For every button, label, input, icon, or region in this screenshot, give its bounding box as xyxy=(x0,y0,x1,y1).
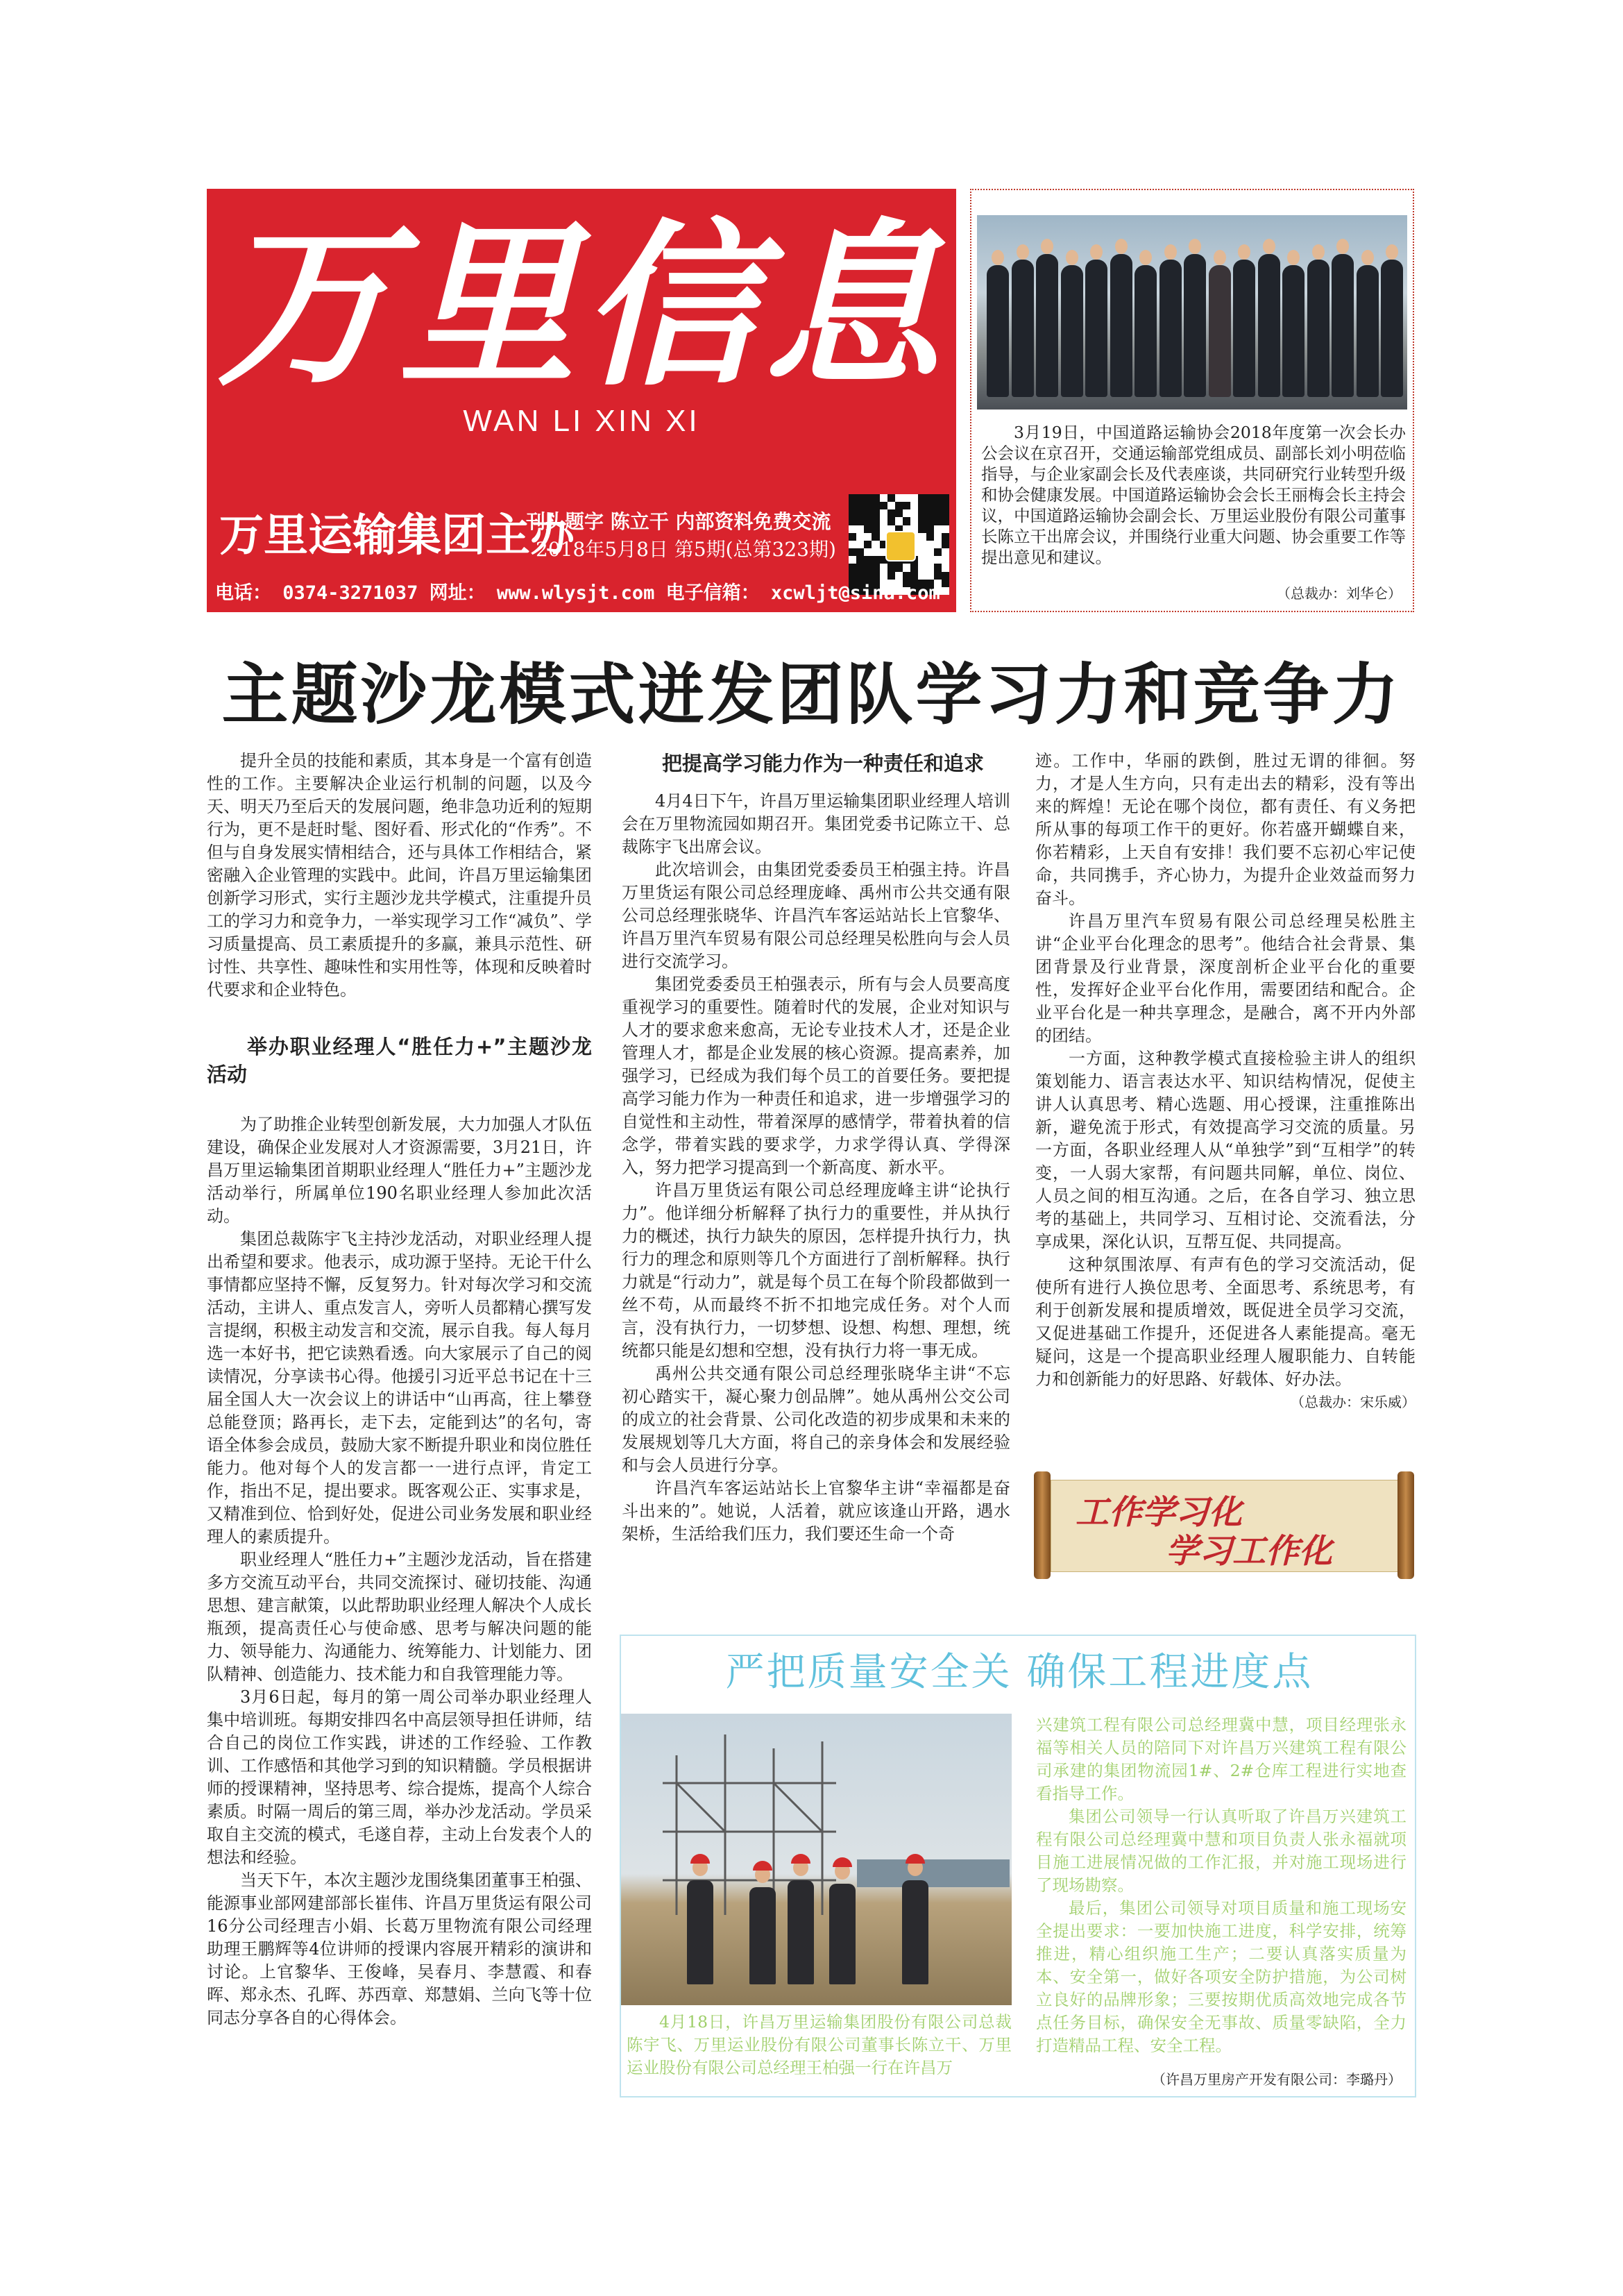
paragraph: 为了助推企业转型创新发展，大力加强人才队伍建设，确保企业发展对人才资源需要，3月21日，许昌万里运输集团首期职业经理人“胜任力+”主题沙龙活动举行，所属单位190名职业经理人参加此次活动。 xyxy=(207,1115,592,1226)
person-figure xyxy=(1357,265,1379,397)
construction-site-photo xyxy=(621,1714,1012,2005)
top-news-box xyxy=(970,189,1414,612)
slogan-line-2: 学习工作化 xyxy=(1166,1532,1333,1571)
paragraph: 职业经理人“胜任力+”主题沙龙活动，旨在搭建多方交流互动平台，共同交流探讨、碰切技能、沟通思想、建言献策，以此帮助职业经理人解决个人成长瓶颈，提高责任心与使命感、思考与解决问题的能力、领导能力、沟通能力、统筹能力、计划能力、团队精神、创造能力、技术能力和自我管理能力等。 xyxy=(207,1550,592,1684)
paragraph: 集团党委委员王柏强表示，所有与会人员要高度重视学习的重要性。随着时代的发展，企业对知识与人才的要求愈来愈高，无论专业技术人才，还是企业管理人才，都是企业发展的核心资源。提高素养，加强学习，已经成为我们每个员工的首要任务。要把提高学习能力作为一种责任和追求，进一步增强学习的自觉性和主动性，带着深厚的感情学，带着执着的信念学，带着实践的要求学，力求学得认真、学得深入，努力把学习提高到一个新高度、新水平。 xyxy=(622,974,1010,1177)
scroll-roll-right xyxy=(1397,1471,1414,1579)
paragraph: 这种氛围浓厚、有声有色的学习交流活动，促使所有进行人换位思考、全面思考、系统思考，有利于创新发展和提质增效，既促进全员学习交流，又促进基础工作提升，还促进各人素能提高。毫无疑问，这是一个提高职业经理人履职能力、自转能力和创新能力的好思路、好载体、好办法。 xyxy=(1035,1255,1416,1389)
article-credit: （总裁办：宋乐威） xyxy=(1291,1394,1416,1410)
contact-line: 电话： 0374-3271037 网址： www.wlysjt.com 电子信箱： xcwljt@sina.com xyxy=(215,582,940,604)
paragraph: 许昌万里货运有限公司总经理庞峰主讲“论执行力”。他详细分析解释了执行力的重要性，并从执行力的概述，执行力缺失的原因，怎样提升执行力，执行力的理念和原则等几个方面进行了剖析解释。执行力就是“行动力”，就是每个员工在每个阶段都做到一丝不苟，从而最终不折不扣地完成任务。对个人而言，没有执行力，一切梦想、设想、构想、理想，统统都只能是幻想和空想，没有执行力将一事无成。 xyxy=(622,1181,1010,1360)
article-column-3 xyxy=(1035,750,1416,1414)
paragraph: 兴建筑工程有限公司总经理冀中慧，项目经理张永福等相关人员的陪同下对许昌万兴建筑工程有限公司承建的集团物流园1#、2#仓库工程进行实地查看指导工作。 xyxy=(1036,1715,1407,1803)
paragraph: 提升全员的技能和素质，其本身是一个富有创造性的工作。主要解决企业运行机制的问题，以及今天、明天乃至后天的发展问题，绝非急功近利的短期行为，更不是赶时髦、图好看、形式化的“作秀”。不但与自身发展实情相结合，还与具体工作相结合，紧密融入企业管理的实践中。此间，许昌万里运输集团创新学习形式，实行主题沙龙共学模式，注重提升员工的学习力和竞争力，一举实现学习工作“减负”、学习质量提高、员工素质提升的多赢，兼具示范性、研讨性、共享性、趣味性和实用性等，体现和反映着时代要求和企业特色。 xyxy=(207,751,592,999)
slogan-line-1: 工作学习化 xyxy=(1076,1493,1243,1532)
paragraph: 禹州公共交通有限公司总经理张晓华主讲“不忘初心踏实干，凝心聚力创品牌”。她从禹州公交公司的成立的社会背景、公司化改造的初步成果和未来的发展规划等几大方面，将自己的亲身体会和发展经验和与会人员进行分享。 xyxy=(622,1364,1010,1475)
meeting-group-photo xyxy=(977,215,1407,410)
top-news-credit: （总裁办：刘华仑） xyxy=(1277,585,1402,602)
person-figure xyxy=(687,1880,713,1984)
paragraph: 许昌汽车客运站站长上官黎华主讲“幸福都是奋斗出来的”。她说，人活着，就应该逢山开路，遇水架桥，生活给我们压力，我们要还生命一个奇 xyxy=(622,1478,1010,1544)
slogan-scroll xyxy=(1034,1471,1414,1579)
paragraph: 此次培训会，由集团党委委员王柏强主持。许昌万里货运有限公司总经理庞峰、禹州市公共交通有限公司总经理张晓华、许昌汽车客运站站长上官黎华、许昌万里汽车贸易有限公司总经理吴松胜向与会人员进行交流学习。 xyxy=(622,860,1010,971)
person-figure xyxy=(1184,254,1206,397)
paragraph: 最后，集团公司领导对项目质量和施工现场安全提出要求：一要加快施工进度，科学安排，统筹推进，精心组织施工生产；二要认真落实质量为本、安全第一，做好各项安全防护措施，为公司树立良好的品牌形象；三要按期优质高效地完成各节点任务目标，确保安全无事故、质量零缺陷，全力打造精品工程、安全工程。 xyxy=(1036,1898,1407,2055)
paragraph: 3月6日起，每月的第一周公司举办职业经理人集中培训班。每期安排四名中高层领导担任讲师，结合自己的岗位工作实践，讲述的工作经验、工作教训、工作感悟和其他学习到的知识精髓。学员根据讲师的授课精神，坚持思考、综合提炼，提高个人综合素质。时隔一周后的第三周，举办沙龙活动。学员采取自主交流的模式，毛遂自荐，主动上台发表个人的想法和经验。 xyxy=(207,1687,592,1867)
person-figure xyxy=(1110,254,1132,397)
section-heading: 举办职业经理人“胜任力+”主题沙龙活动 xyxy=(207,1035,592,1086)
article-column-1 xyxy=(207,750,592,2029)
paragraph: 许昌万里汽车贸易有限公司总经理吴松胜主讲“企业平台化理念的思考”。他结合社会背景、集团背景及行业背景，深度剖析企业平台化的重要性，发挥好企业平台化作用，需要团结和配合。企业平台化是一种共享理念，是融合，离不开内外部的团结。 xyxy=(1035,911,1416,1045)
person-figure xyxy=(1012,260,1034,397)
paragraph: 一方面，这种教学模式直接检验主讲人的组织策划能力、语言表达水平、知识结构情况，促使主讲人认真思考、精心选题、用心授课，注重推陈出新，避免流于形式，有效提高学习交流的质量。另一方面，各职业经理人从“单独学”到“互相学”的转变，一人弱大家帮，有问题共同解，单位、岗位、人员之间的相互沟通。之后，在各自学习、独立思考的基础上，共同学习、互相讨论、交流看法，分享成果，深化认识，互帮互促、共同提高。 xyxy=(1035,1049,1416,1251)
article-column-2 xyxy=(622,750,1010,1546)
person-figure xyxy=(987,265,1009,397)
bottom-news-credit: （许昌万里房产开发有限公司：李璐丹） xyxy=(1152,2071,1402,2088)
newspaper-pinyin: WAN LI XIN XI xyxy=(463,404,700,438)
scroll-roll-left xyxy=(1034,1471,1051,1579)
photo-caption: 4月18日，许昌万里运输集团股份有限公司总裁陈宇飞、万里运业股份有限公司董事长陈立干、万里运业股份有限公司总经理王柏强一行在许昌万 xyxy=(627,2012,1012,2077)
masthead xyxy=(207,189,956,612)
person-figure xyxy=(1307,260,1329,397)
bottom-news-title: 严把质量安全关 确保工程进度点 xyxy=(725,1650,1314,1695)
person-figure xyxy=(1282,265,1305,397)
person-figure xyxy=(1233,260,1255,397)
paragraph: 迹。工作中，华丽的跌倒，胜过无谓的徘徊。努力，才是人生方向，只有走出去的精彩，没有等出来的辉煌！无论在哪个岗位，都有责任、有义务把所从事的每项工作干的更好。你若盛开蝴蝶自来，你若精彩，上天自有安排！我们要不忘初心牢记使命，共同携手，齐心协力，为提升企业效益而努力奋斗。 xyxy=(1035,751,1416,908)
page-headline: 主题沙龙模式迸发团队学习力和竞争力 xyxy=(221,656,1402,734)
person-figure xyxy=(1159,260,1182,397)
person-figure xyxy=(1085,260,1107,397)
paragraph: 集团公司领导一行认真听取了许昌万兴建筑工程有限公司总经理冀中慧和项目负责人张永福就项目施工进展情况做的工作汇报，并对施工现场进行了现场勘察。 xyxy=(1036,1807,1407,1895)
scaffold-graphic xyxy=(621,1714,1012,2005)
person-figure xyxy=(1209,265,1231,397)
person-figure xyxy=(1036,254,1058,397)
top-news-text: 3月19日，中国道路运输协会2018年度第一次会长办公会议在京召开，交通运输部党组成员、副部长刘小明莅临指导，与企业家副会长及代表座谈，共同研究行业转型升级和协会健康发展。中国道路运输协会会长王丽梅会长主持会议，中国道路运输协会副会长、万里运业股份有限公司董事长陈立干出席会议，并围绕行业重大问题、协会重要工作等提出意见和建议。 xyxy=(981,423,1406,567)
person-figure xyxy=(1135,265,1157,397)
host-organization: 万里运输集团主办 xyxy=(219,509,575,562)
person-figure xyxy=(902,1880,928,1984)
paragraph: 4月4日下午，许昌万里运输集团职业经理人培训会在万里物流园如期召开。集团党委书记陈立干、总裁陈宇飞出席会议。 xyxy=(622,791,1010,856)
qr-logo-icon xyxy=(885,531,916,562)
person-figure xyxy=(749,1887,776,1984)
section-heading: 把提高学习能力作为一种责任和追求 xyxy=(662,752,985,775)
person-figure xyxy=(1332,254,1354,397)
bottom-news-box xyxy=(620,1635,1416,2097)
masthead-meta-line1: 刊头题字 陈立干 内部资料免费交流 xyxy=(526,510,831,533)
newspaper-title: 万里信息 xyxy=(216,203,946,410)
person-figure xyxy=(1061,265,1083,397)
bottom-news-text xyxy=(1036,1714,1407,2057)
person-figure xyxy=(1258,254,1280,397)
paragraph: 集团总裁陈宇飞主持沙龙活动，对职业经理人提出希望和要求。他表示，成功源于坚持。无论干什么事情都应坚持不懈，反复努力。针对每次学习和交流活动，主讲人、重点发言人，旁听人员都精心撰写发言提纲，积极主动发言和交流，展示自我。每人每月选一本好书，把它读熟看透。向大家展示了自己的阅读情况，分享读书心得。他援引习近平总书记在十三届全国人大一次会议上的讲话中“山再高，往上攀登总能登顶；路再长，走下去，定能到达”的名句，寄语全体参会成员，鼓励大家不断提升职业和岗位胜任能力。他对每个人的发言都一一进行点评，肯定工作，指出不足，提出要求。既客观公正、实事求是，又精准到位、恰到好处，促进公司业务发展和职业经理人的素质提升。 xyxy=(207,1229,592,1546)
issue-info: 2018年5月8日 第5期(总第323期) xyxy=(536,538,836,561)
person-figure xyxy=(788,1880,814,1984)
paragraph: 当天下午，本次主题沙龙围绕集团董事王柏强、能源事业部网建部部长崔伟、许昌万里货运有限公司16分公司经理吉小娟、长葛万里物流有限公司经理助理王鹏辉等4位讲师的授课内容展开精彩的演讲和讨论。上官黎华、王俊峰，吴春月、李慧霞、和春晖、郑永杰、孔晖、苏西章、郑慧娟、兰向飞等十位同志分享各自的心得体会。 xyxy=(207,1871,592,2027)
person-figure xyxy=(829,1884,856,1984)
person-figure xyxy=(1381,260,1403,397)
